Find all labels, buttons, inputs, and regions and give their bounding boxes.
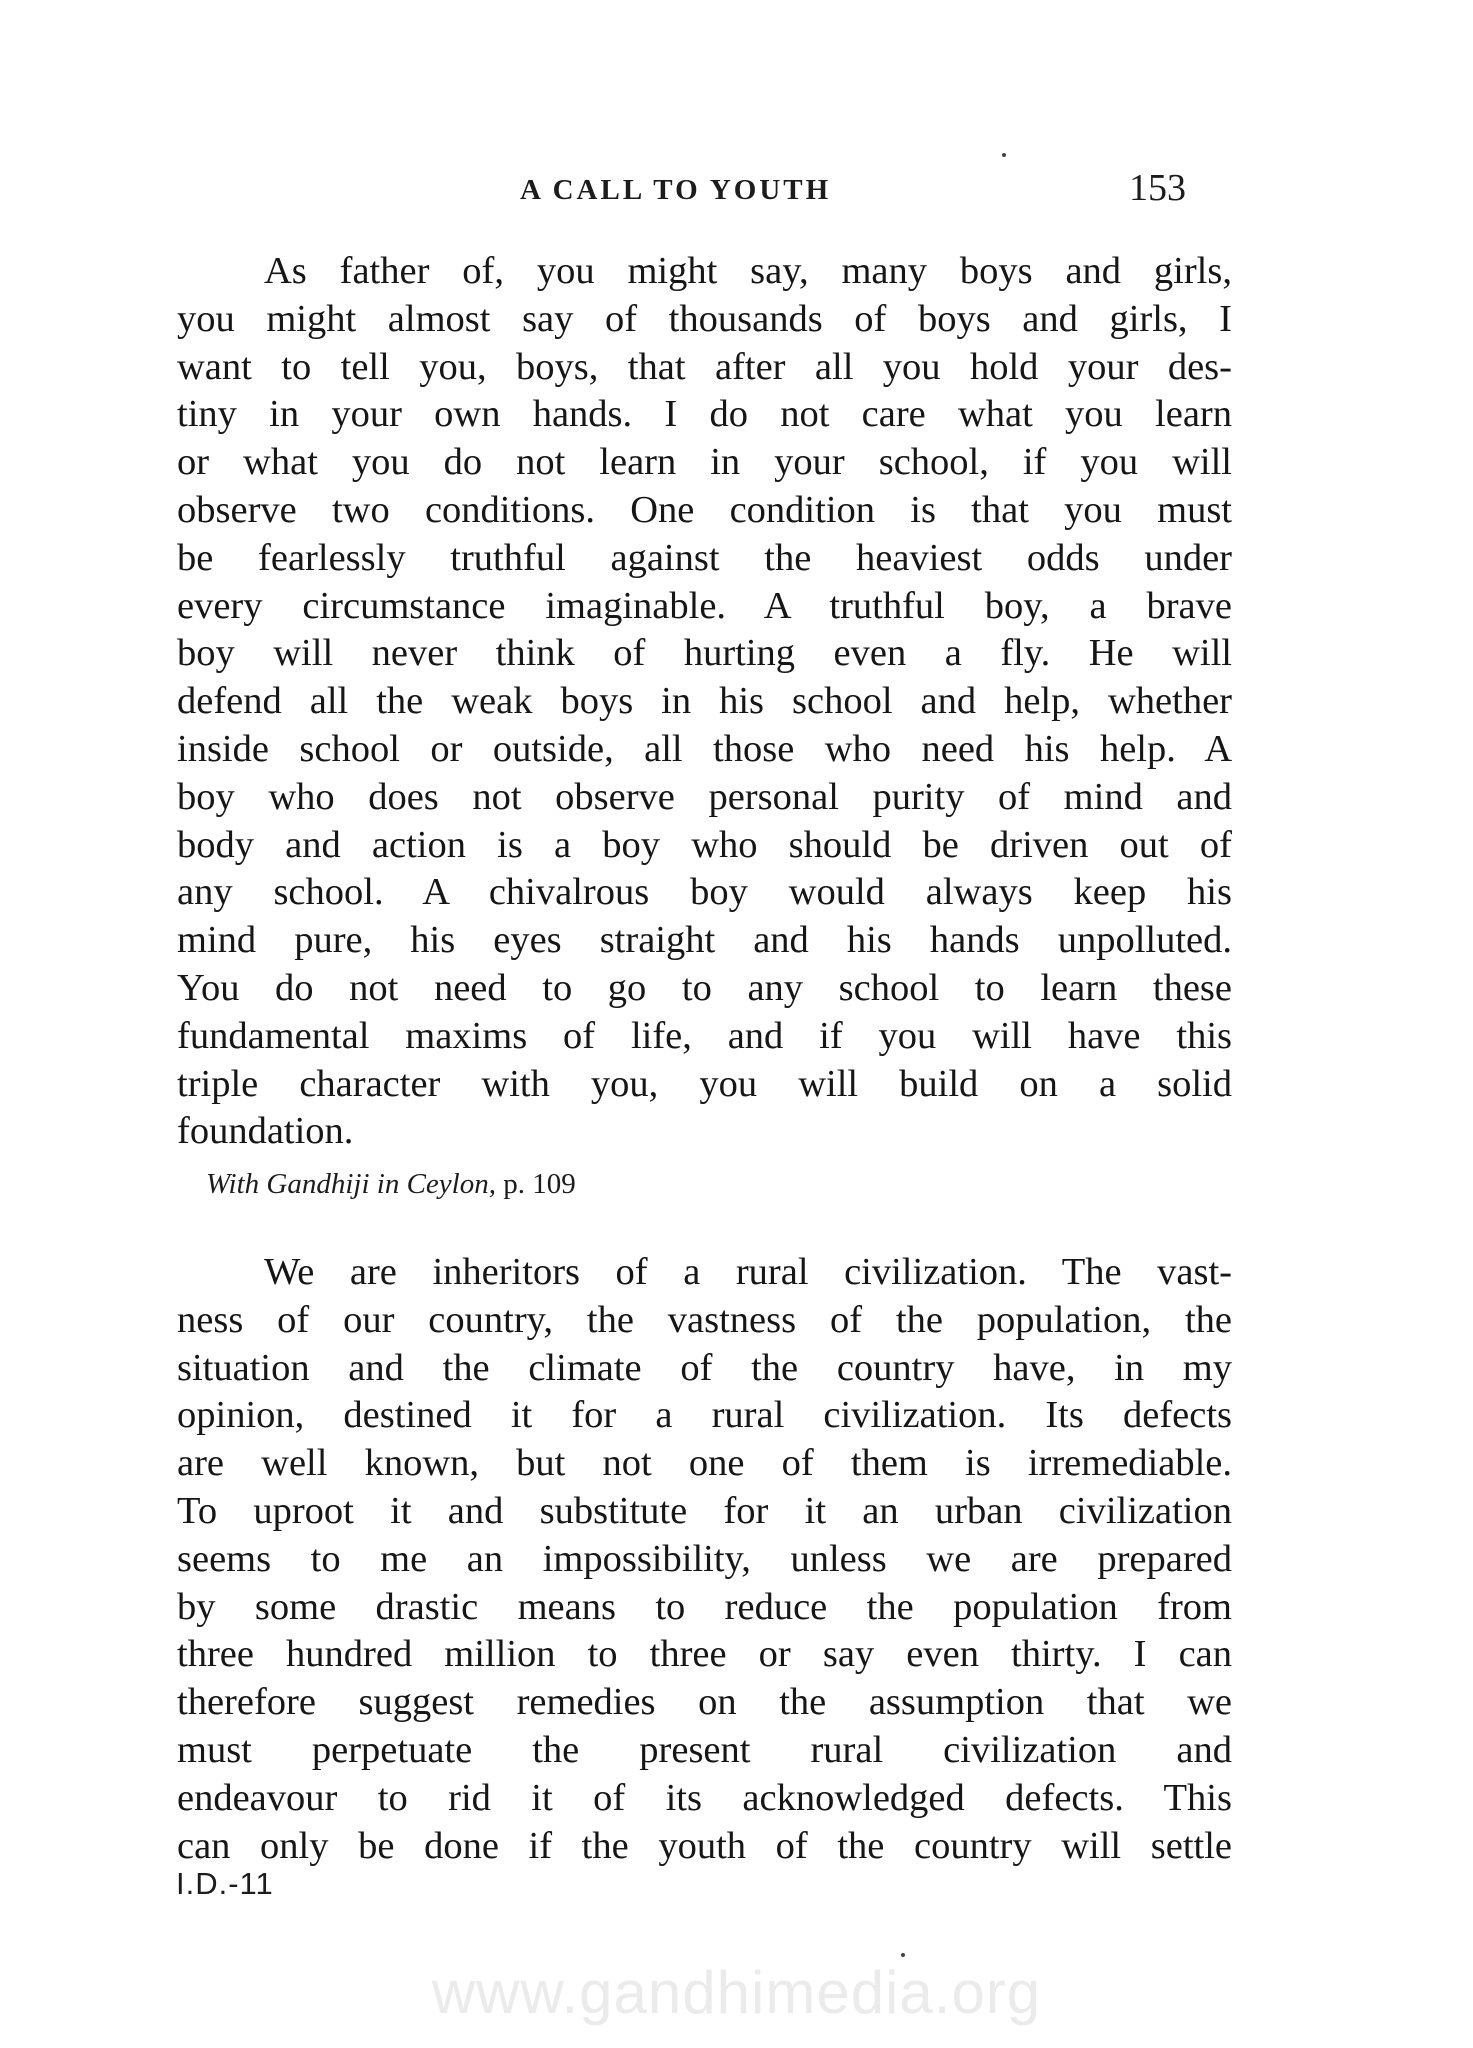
text-line: situation and the climate of the country have, in my <box>177 1346 1232 1389</box>
text-line: As father of, you might say, many boys and girls, <box>264 250 1232 292</box>
text-line: or what you do not learn in your school, if you will <box>177 441 1232 484</box>
text-line: can only be done if the youth of the country will settle <box>177 1824 1232 1867</box>
text-line: inside school or outside, all those who need his help. A <box>177 727 1232 770</box>
paragraph-1 <box>177 248 1232 1156</box>
text-line: endeavour to rid it of its acknowledged defects. This <box>177 1776 1232 1819</box>
page-number: 153 <box>1129 167 1186 209</box>
text-line: three hundred million to three or say even thirty. I can <box>177 1633 1232 1676</box>
text-line: To uproot it and substitute for it an urban civilization <box>177 1489 1232 1532</box>
text-line: You do not need to go to any school to learn these <box>177 966 1232 1009</box>
watermark: www.gandhimedia.org <box>431 1959 1042 2026</box>
text-line: tiny in your own hands. I do not care what you learn <box>177 393 1232 436</box>
running-head: A CALL TO YOUTH <box>520 174 832 206</box>
text-line: defend all the weak boys in his school and help, whether <box>177 680 1232 723</box>
text-line: We are inheritors of a rural civilization. The vast- <box>264 1251 1232 1293</box>
text-line: are well known, but not one of them is irremediable. <box>177 1442 1232 1485</box>
text-line: opinion, destined it for a rural civilization. Its defects <box>177 1394 1232 1437</box>
text-line: observe two conditions. One condition is that you must <box>177 488 1232 531</box>
text-line: every circumstance imaginable. A truthful boy, a brave <box>177 584 1232 627</box>
text-line: ness of our country, the vastness of the population, the <box>177 1298 1232 1341</box>
text-line: mind pure, his eyes straight and his hands unpolluted. <box>177 919 1232 962</box>
paragraph-2 <box>177 1249 1232 1870</box>
text-line: you might almost say of thousands of boys and girls, I <box>177 297 1232 340</box>
text-line: foundation. <box>177 1110 354 1153</box>
source-citation <box>206 1168 576 1201</box>
text-line: be fearlessly truthful against the heaviest odds under <box>177 536 1232 579</box>
text-line: body and action is a boy who should be driven out of <box>177 823 1232 866</box>
citation-page-ref: p. 109 <box>503 1168 576 1200</box>
text-line: want to tell you, boys, that after all you hold your des- <box>177 345 1232 388</box>
citation-source-title: With Gandhiji in Ceylon, <box>206 1168 496 1200</box>
text-line: must perpetuate the present rural civilization and <box>177 1728 1232 1771</box>
text-line: by some drastic means to reduce the population from <box>177 1585 1232 1628</box>
scan-speck <box>901 1953 905 1957</box>
text-line: fundamental maxims of life, and if you will have this <box>177 1014 1232 1057</box>
text-line: seems to me an impossibility, unless we are prepared <box>177 1537 1232 1580</box>
scan-speck <box>1002 153 1006 157</box>
text-line: boy will never think of hurting even a fly. He will <box>177 632 1232 675</box>
text-line: any school. A chivalrous boy would always keep his <box>177 871 1232 914</box>
text-line: triple character with you, you will build on a solid <box>177 1062 1232 1105</box>
signature-mark: I.D.-11 <box>176 1866 274 1901</box>
text-line: therefore suggest remedies on the assumption that we <box>177 1681 1232 1724</box>
text-line: boy who does not observe personal purity of mind and <box>177 775 1232 818</box>
